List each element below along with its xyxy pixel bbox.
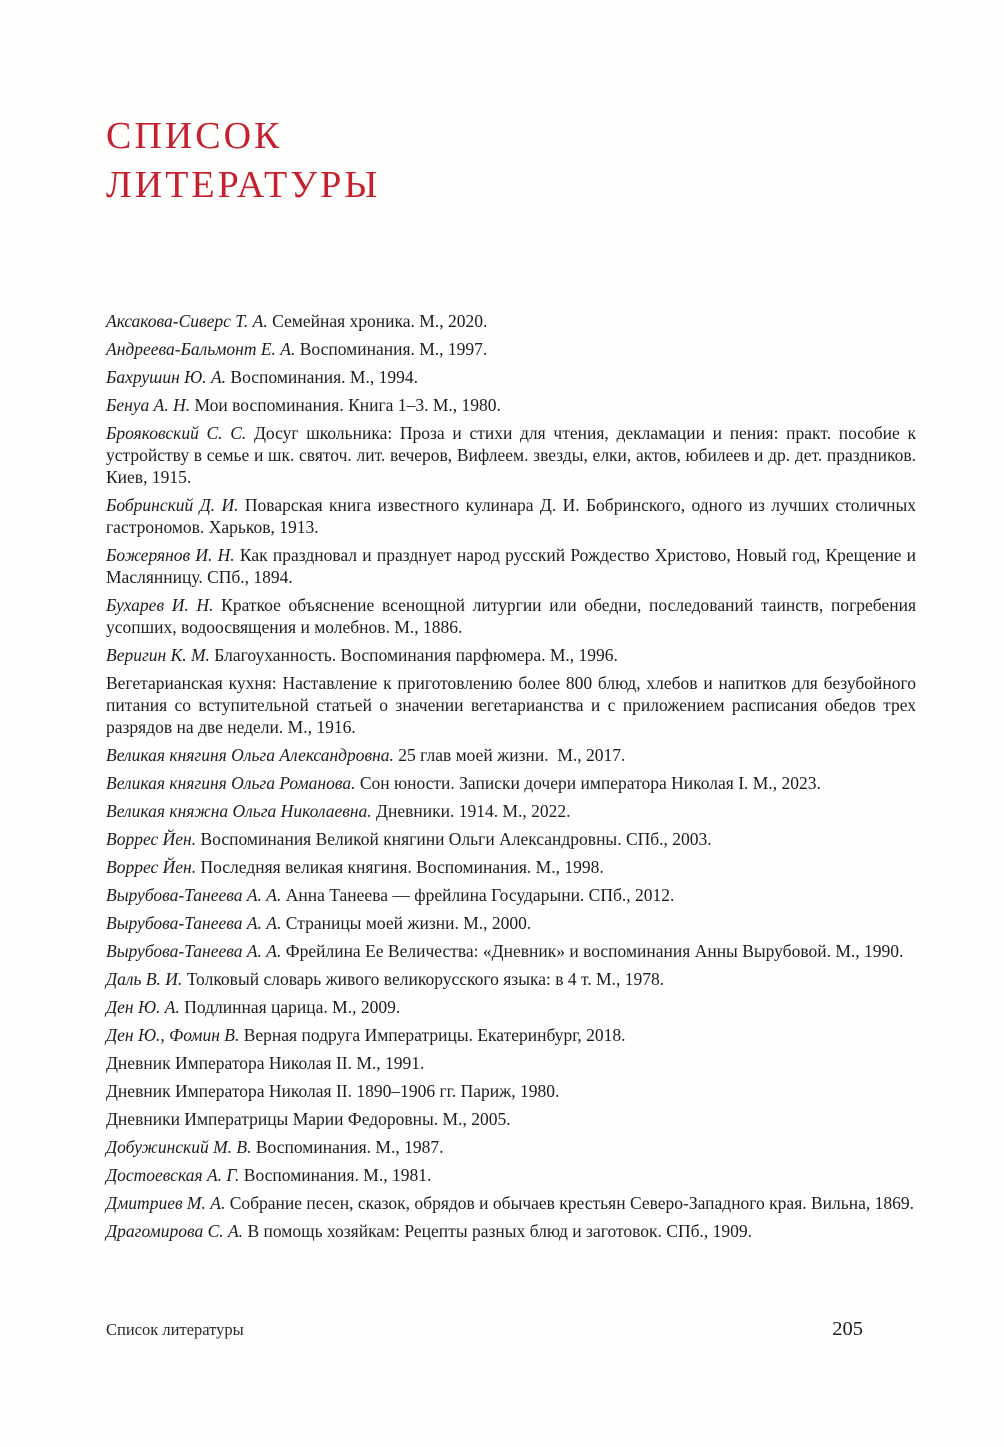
entry-text: Дневники Императрицы Марии Федоровны. М., 2005. xyxy=(106,1109,511,1129)
entry-author: Великая княгиня Ольга Александровна. xyxy=(106,745,394,765)
entry-text: Дневники. 1914. М., 2022. xyxy=(376,801,571,821)
bibliography-list xyxy=(106,310,916,1242)
entry-text: Собрание песен, сказок, обрядов и обычаев крестьян Северо-Западного края. Вильна, 1869. xyxy=(229,1193,915,1213)
entry-text: Как праздновал и празднует народ русский Рождество Христово, Новый год, Крещение и Маслянницу. СПб., 1894. xyxy=(106,545,917,587)
bibliography-entry xyxy=(106,968,916,990)
entry-text: Воспоминания. М., 1997. xyxy=(299,339,488,359)
bibliography-entry xyxy=(106,996,916,1018)
entry-text: Воспоминания Великой княгини Ольги Александровны. СПб., 2003. xyxy=(200,829,712,849)
entry-text: 25 глав моей жизни. М., 2017. xyxy=(398,745,626,765)
bibliography-entry xyxy=(106,828,916,850)
bibliography-entry xyxy=(106,644,916,666)
bibliography-entry xyxy=(106,772,916,794)
entry-author: Вырубова-Танеева А. А. xyxy=(106,885,282,905)
bibliography-entry xyxy=(106,744,916,766)
entry-text: Семейная хроника. М., 2020. xyxy=(272,311,488,331)
entry-author: Воррес Йен. xyxy=(106,857,197,877)
entry-author: Добужинский М. В. xyxy=(106,1137,252,1157)
entry-author: Великая княгиня Ольга Романова. xyxy=(106,773,356,793)
entry-text: Дневник Императора Николая II. М., 1991. xyxy=(106,1053,425,1073)
entry-text: Дневник Императора Николая II. 1890–1906 гг. Париж, 1980. xyxy=(106,1081,560,1101)
bibliography-entry xyxy=(106,1220,916,1242)
entry-author: Вырубова-Танеева А. А. xyxy=(106,941,282,961)
bibliography-entry xyxy=(106,1136,916,1158)
entry-author: Дмитриев М. А. xyxy=(106,1193,226,1213)
entry-text: Поварская книга известного кулинара Д. И. Бобринского, одного из лучших столичных гастрономов. Харьков, 1913. xyxy=(106,495,916,537)
bibliography-entry xyxy=(106,940,916,962)
entry-author: Ден Ю., Фомин В. xyxy=(106,1025,240,1045)
entry-text: Фрейлина Ее Величества: «Дневник» и воспоминания Анны Вырубовой. М., 1990. xyxy=(285,941,904,961)
bibliography-entry xyxy=(106,672,916,738)
bibliography-entry xyxy=(106,1080,916,1102)
entry-author: Даль В. И. xyxy=(106,969,183,989)
entry-text: Толковый словарь живого великорусского языка: в 4 т. М., 1978. xyxy=(186,969,665,989)
entry-author: Воррес Йен. xyxy=(106,829,197,849)
footer-running-title: Список литературы xyxy=(106,1320,244,1339)
entry-text: Последняя великая княгиня. Воспоминания. М., 1998. xyxy=(200,857,604,877)
bibliography-entry xyxy=(106,1024,916,1046)
bibliography-entry xyxy=(106,1164,916,1186)
bibliography-entry xyxy=(106,884,916,906)
bibliography-entry xyxy=(106,856,916,878)
entry-author: Бобринский Д. И. xyxy=(106,495,239,515)
entry-text: Анна Танеева — фрейлина Государыни. СПб., 2012. xyxy=(285,885,675,905)
bibliography-entry xyxy=(106,366,916,388)
bibliography-entry xyxy=(106,1052,916,1074)
entry-author: Аксакова-Сиверс Т. А. xyxy=(106,311,268,331)
entry-author: Бухарев И. Н. xyxy=(106,595,214,615)
entry-text: Воспоминания. М., 1981. xyxy=(243,1165,432,1185)
entry-author: Достоевская А. Г. xyxy=(106,1165,240,1185)
bibliography-entry xyxy=(106,544,916,588)
bibliography-entry xyxy=(106,800,916,822)
entry-text: Воспоминания. М., 1994. xyxy=(230,367,418,387)
footer-page-number: 205 xyxy=(832,1318,863,1340)
entry-author: Андреева-Бальмонт Е. А. xyxy=(106,339,296,359)
page-title xyxy=(106,112,916,210)
entry-author: Вырубова-Танеева А. А. xyxy=(106,913,282,933)
entry-text: Вегетарианская кухня: Наставление к приготовлению более 800 блюд, хлебов и напитков для безубойного питания со вступительной статьей о значении вегетарианства и с приложением расписания обедов трех разрядов на две недели. М., 1916. xyxy=(106,673,916,737)
bibliography-entry xyxy=(106,912,916,934)
bibliography-entry xyxy=(106,1192,916,1214)
entry-author: Великая княжна Ольга Николаевна. xyxy=(106,801,372,821)
entry-author: Бахрушин Ю. А. xyxy=(106,367,227,387)
entry-text: Мои воспоминания. Книга 1–3. М., 1980. xyxy=(194,395,501,415)
bibliography-entry xyxy=(106,310,916,332)
bibliography-entry xyxy=(106,494,916,538)
page-title-line1: СПИСОК xyxy=(106,115,283,157)
entry-author: Божерянов И. Н. xyxy=(106,545,235,565)
entry-text: Досуг школьника: Проза и стихи для чтения, декламации и пения: практ. пособие к устройству в семье и шк. святоч. лит. вечеров, Вифлеем. звезды, елки, актов, юбилеев и др. дет. праздников. Киев, 1915. xyxy=(106,423,917,487)
entry-text: Воспоминания. М., 1987. xyxy=(255,1137,444,1157)
entry-author: Ден Ю. А. xyxy=(106,997,180,1017)
entry-author: Веригин К. М. xyxy=(106,645,210,665)
entry-text: В помощь хозяйкам: Рецепты разных блюд и заготовок. СПб., 1909. xyxy=(247,1221,752,1241)
entry-author: Бенуа А. Н. xyxy=(106,395,191,415)
page-title-line2: ЛИТЕРАТУРЫ xyxy=(106,164,381,206)
entry-text: Сон юности. Записки дочери императора Николая I. М., 2023. xyxy=(359,773,821,793)
page-footer xyxy=(106,1318,863,1341)
bibliography-entry xyxy=(106,594,916,638)
entry-author: Драгомирова С. А. xyxy=(106,1221,244,1241)
page-content xyxy=(106,0,916,1248)
bibliography-entry xyxy=(106,338,916,360)
bibliography-entry xyxy=(106,394,916,416)
bibliography-entry xyxy=(106,422,916,488)
bibliography-entry xyxy=(106,1108,916,1130)
entry-author: Брояковский С. С. xyxy=(106,423,247,443)
entry-text: Верная подруга Императрицы. Екатеринбург, 2018. xyxy=(243,1025,626,1045)
entry-text: Страницы моей жизни. М., 2000. xyxy=(285,913,532,933)
entry-text: Краткое объяснение всенощной литургии или обедни, последований таинств, погребения усопших, водоосвящения и молебнов. М., 1886. xyxy=(106,595,916,637)
entry-text: Благоуханность. Воспоминания парфюмера. М., 1996. xyxy=(214,645,618,665)
entry-text: Подлинная царица. М., 2009. xyxy=(184,997,401,1017)
